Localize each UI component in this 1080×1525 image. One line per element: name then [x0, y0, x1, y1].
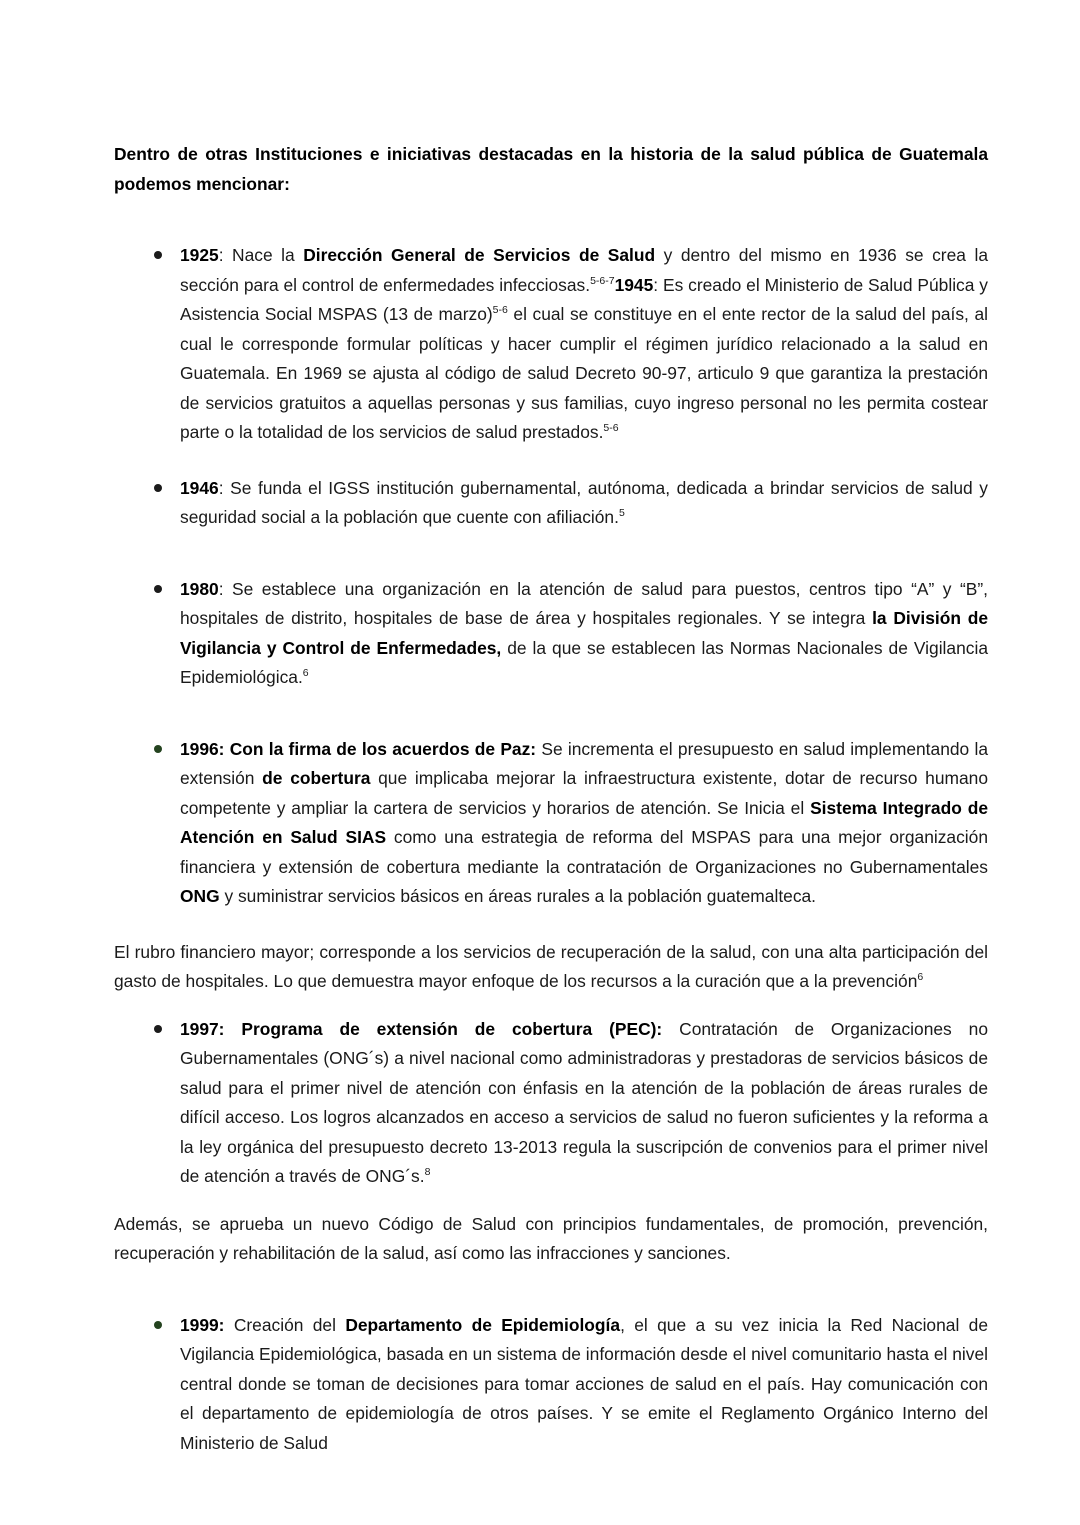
paragraph-rubro-financiero: El rubro financiero mayor; corresponde a los servicios de recuperación de la salud, con una alta participación del gasto de hospitales. Lo que demuestra mayor enfoque de los recursos a la curación que a la prevención$^6$	[114, 941, 988, 991]
bullet-marker-icon	[154, 745, 162, 753]
bullet-list-1999	[114, 1311, 988, 1459]
bullet-marker-icon	[154, 1321, 162, 1329]
bullet-marker-icon	[154, 1025, 162, 1033]
list-item-1925	[114, 241, 988, 448]
spacer	[114, 199, 988, 241]
spacer	[114, 693, 988, 735]
list-item-text: 1925: Nace la Dirección General de Servicios de Salud y dentro del mismo en 1936 se crea la sección para el control de enfermedades infecciosas.$^{5-6-7}$1945: Es creado el Ministerio de Salud Pública y Asistencia Social MSPAS (13 de marzo)$^{5-6}$ el cual se constituye en el ente rector de la salud del país, al cual le corresponde formular políticas y hacer cumplir el régimen jurídico relacionado a la salud en Guatemala. En 1969 se ajusta al código de salud Decreto 90-97, articulo 9 que garantiza la prestación de servicios gratuitos a aquellas personas y sus familias, cuyo ingreso personal no les permita costear parte o la totalidad de los servicios de salud prestados.$^{5-6}$	[180, 245, 988, 442]
list-item-text: 1996: Con la firma de los acuerdos de Paz: Se incrementa el presupuesto en salud implementando la extensión de cobertura que implicaba mejorar la infraestructura existente, dotar de recurso humano competente y ampliar la cartera de servicios y horarios de atención. Se Inicia el Sistema Integrado de Atención en Salud SIAS como una estrategia de reforma del MSPAS para una mejor organización financiera y extensión de cobertura mediante la contratación de Organizaciones no Gubernamentales ONG y suministrar servicios básicos en áreas rurales a la población guatemalteca.	[180, 738, 989, 906]
list-item-text: 1980: Se establece una organización en la atención de salud para puestos, centros tipo “A” y “B”, hospitales de distrito, hospitales de base de área y hospitales regionales. Y se integra la División de Vigilancia y Control de Enfermedades, de la que se establecen las Normas Nacionales de Vigilancia Epidemiológica.$^6$	[180, 578, 988, 687]
spacer	[114, 912, 988, 938]
intro-paragraph: Dentro de otras Instituciones e iniciativas destacadas en la historia de la salud pública de Guatemala podemos mencionar:	[114, 144, 988, 194]
spacer	[114, 533, 988, 575]
list-item-1946	[114, 474, 988, 533]
bullet-marker-icon	[154, 585, 162, 593]
list-item-1980	[114, 575, 988, 693]
spacer	[114, 997, 988, 1015]
paragraph-ademas: Además, se aprueba un nuevo Código de Salud con principios fundamentales, de promoción, prevención, recuperación y rehabilitación de la salud, así como las infracciones y sanciones.	[114, 1213, 988, 1263]
bullet-marker-icon	[154, 484, 162, 492]
list-item-text: 1997: Programa de extensión de cobertura (PEC): Contratación de Organizaciones no Gubernamentales (ONG´s) a nivel nacional como administradoras y prestadoras de servicios básicos de salud para el primer nivel de atención con énfasis en la atención de la población de áreas rurales de difícil acceso. Los logros alcanzados en acceso a servicios de salud no fueron suficientes y la reforma a la ley orgánica del presupuesto decreto 13-2013 regula la suscripción de convenios para el primer nivel de atención a través de ONG´s.$^8$	[180, 1018, 988, 1186]
document-body	[114, 140, 988, 1458]
list-item-text: 1999: Creación del Departamento de Epidemiología, el que a su vez inicia la Red Nacional de Vigilancia Epidemiológica, basada en un sistema de información desde el nivel comunitario hasta el nivel central donde se toman de decisiones para tomar acciones de salud en el país. Hay comunicación con el departamento de epidemiología de otros países. Y se emite el Reglamento Orgánico Interno del Ministerio de Salud	[180, 1314, 988, 1453]
list-item-1997	[114, 1015, 988, 1192]
timeline-bullet-list	[114, 241, 988, 912]
list-item-text: 1946: Se funda el IGSS institución gubernamental, autónoma, dedicada a brindar servicios de salud y seguridad social a la población que cuente con afiliación.$^5$	[180, 477, 988, 527]
bullet-list-1997	[114, 1015, 988, 1192]
spacer	[114, 1269, 988, 1311]
list-item-1996	[114, 735, 988, 912]
bullet-marker-icon	[154, 251, 162, 259]
spacer	[114, 1192, 988, 1210]
list-item-1999	[114, 1311, 988, 1459]
spacer	[114, 448, 988, 474]
